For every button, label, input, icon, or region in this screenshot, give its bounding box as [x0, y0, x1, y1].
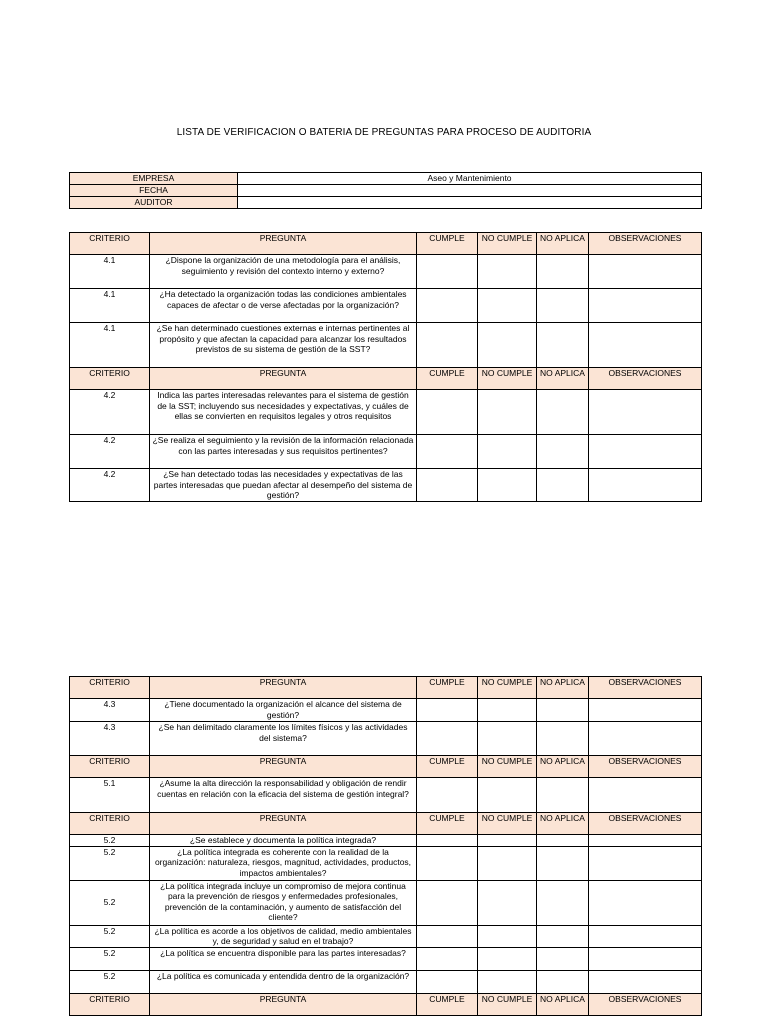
cumple-cell[interactable] — [417, 925, 478, 947]
observaciones-cell[interactable] — [589, 323, 702, 368]
no-aplica-cell[interactable] — [537, 722, 589, 756]
header-observaciones: OBSERVACIONES — [589, 677, 702, 699]
pregunta-cell: ¿Dispone la organización de una metodología para el análisis, seguimiento y revisión del contexto interno y externo? — [150, 255, 417, 289]
question-row — [70, 255, 702, 289]
criterio-cell: 5.2 — [70, 970, 150, 993]
no-aplica-cell[interactable] — [537, 289, 589, 323]
header-no-cumple: NO CUMPLE — [478, 677, 537, 699]
criterio-cell: 5.1 — [70, 778, 150, 813]
no-cumple-cell[interactable] — [478, 255, 537, 289]
criterio-cell: 5.2 — [70, 835, 150, 847]
no-aplica-cell[interactable] — [537, 846, 589, 880]
header-cumple: CUMPLE — [417, 233, 478, 255]
no-cumple-cell[interactable] — [478, 699, 537, 722]
no-cumple-cell[interactable] — [478, 323, 537, 368]
header-criterio: CRITERIO — [70, 813, 150, 835]
observaciones-cell[interactable] — [589, 880, 702, 925]
fecha-label: FECHA — [70, 185, 238, 197]
header-pregunta: PREGUNTA — [150, 756, 417, 778]
header-row — [70, 368, 702, 390]
cumple-cell[interactable] — [417, 778, 478, 813]
header-no-aplica: NO APLICA — [537, 233, 589, 255]
no-cumple-cell[interactable] — [478, 778, 537, 813]
pregunta-cell: ¿Se establece y documenta la política integrada? — [150, 835, 417, 847]
cumple-cell[interactable] — [417, 390, 478, 435]
header-row — [70, 233, 702, 255]
header-no-cumple: NO CUMPLE — [478, 233, 537, 255]
criterio-cell: 4.3 — [70, 699, 150, 722]
header-no-cumple: NO CUMPLE — [478, 756, 537, 778]
observaciones-cell[interactable] — [589, 699, 702, 722]
question-row — [70, 846, 702, 880]
criterio-cell: 4.1 — [70, 289, 150, 323]
pregunta-cell: Indica las partes interesadas relevantes para el sistema de gestión de la SST; incluyendo sus necesidades y expectativas, y cuáles de ellas se convierten en requisitos legales y otros requisitos — [150, 390, 417, 435]
fecha-value[interactable] — [238, 185, 702, 197]
header-row — [70, 813, 702, 835]
cumple-cell[interactable] — [417, 970, 478, 993]
no-cumple-cell[interactable] — [478, 289, 537, 323]
pregunta-cell: ¿Se realiza el seguimiento y la revisión de la información relacionada con las partes interesadas y sus requisitos pertinentes? — [150, 435, 417, 469]
header-no-cumple: NO CUMPLE — [478, 813, 537, 835]
question-row — [70, 699, 702, 722]
header-cumple: CUMPLE — [417, 813, 478, 835]
observaciones-cell[interactable] — [589, 947, 702, 970]
question-row — [70, 778, 702, 813]
pregunta-cell: ¿La política integrada es coherente con la realidad de la organización: naturaleza, riesgos, magnitud, actividades, productos, impactos ambientales? — [150, 846, 417, 880]
pregunta-cell: ¿Se han detectado todas las necesidades y expectativas de las partes interesadas que puedan afectar al desempeño del sistema de gestión? — [150, 469, 417, 502]
no-cumple-cell[interactable] — [478, 835, 537, 847]
no-cumple-cell[interactable] — [478, 846, 537, 880]
question-row — [70, 925, 702, 947]
header-no-aplica: NO APLICA — [537, 368, 589, 390]
criterio-cell: 4.1 — [70, 323, 150, 368]
no-cumple-cell[interactable] — [478, 880, 537, 925]
header-cumple: CUMPLE — [417, 677, 478, 699]
question-row — [70, 722, 702, 756]
pregunta-cell: ¿La política es acorde a los objetivos de calidad, medio ambientales y, de seguridad y salud en el trabajo? — [150, 925, 417, 947]
pregunta-cell: ¿Se han delimitado claramente los límites físicos y las actividades del sistema? — [150, 722, 417, 756]
no-aplica-cell[interactable] — [537, 390, 589, 435]
no-aplica-cell[interactable] — [537, 970, 589, 993]
header-pregunta: PREGUNTA — [150, 368, 417, 390]
criterio-cell: 5.2 — [70, 846, 150, 880]
no-aplica-cell[interactable] — [537, 925, 589, 947]
no-aplica-cell[interactable] — [537, 947, 589, 970]
header-row — [70, 993, 702, 1015]
empresa-label: EMPRESA — [70, 173, 238, 185]
header-no-aplica: NO APLICA — [537, 756, 589, 778]
pregunta-cell: ¿La política se encuentra disponible para las partes interesadas? — [150, 947, 417, 970]
auditor-label: AUDITOR — [70, 197, 238, 209]
pregunta-cell: ¿Se han determinado cuestiones externas e internas pertinentes al propósito y que afectan la capacidad para alcanzar los resultados previstos de su sistema de gestión de la SST? — [150, 323, 417, 368]
no-aplica-cell[interactable] — [537, 435, 589, 469]
no-cumple-cell[interactable] — [478, 925, 537, 947]
no-aplica-cell[interactable] — [537, 255, 589, 289]
header-pregunta: PREGUNTA — [150, 233, 417, 255]
cumple-cell[interactable] — [417, 947, 478, 970]
auditor-row — [70, 197, 702, 209]
observaciones-cell[interactable] — [589, 970, 702, 993]
no-aplica-cell[interactable] — [537, 778, 589, 813]
observaciones-cell[interactable] — [589, 722, 702, 756]
header-observaciones: OBSERVACIONES — [589, 233, 702, 255]
header-row — [70, 677, 702, 699]
header-no-cumple: NO CUMPLE — [478, 993, 537, 1015]
question-row — [70, 835, 702, 847]
criterio-cell: 4.1 — [70, 255, 150, 289]
criterio-cell: 5.2 — [70, 925, 150, 947]
observaciones-cell[interactable] — [589, 469, 702, 502]
header-row — [70, 756, 702, 778]
cumple-cell[interactable] — [417, 323, 478, 368]
document-title: LISTA DE VERIFICACION O BATERIA DE PREGUNTAS PARA PROCESO DE AUDITORIA — [176, 127, 592, 138]
question-row — [70, 947, 702, 970]
header-no-aplica: NO APLICA — [537, 813, 589, 835]
fecha-row — [70, 185, 702, 197]
header-criterio: CRITERIO — [70, 677, 150, 699]
cumple-cell[interactable] — [417, 255, 478, 289]
observaciones-cell[interactable] — [589, 289, 702, 323]
header-no-aplica: NO APLICA — [537, 993, 589, 1015]
no-aplica-cell[interactable] — [537, 880, 589, 925]
header-observaciones: OBSERVACIONES — [589, 813, 702, 835]
question-row — [70, 390, 702, 435]
cumple-cell[interactable] — [417, 880, 478, 925]
cumple-cell[interactable] — [417, 435, 478, 469]
question-row — [70, 469, 702, 502]
observaciones-cell[interactable] — [589, 846, 702, 880]
pregunta-cell: ¿Tiene documentado la organización el alcance del sistema de gestión? — [150, 699, 417, 722]
no-aplica-cell[interactable] — [537, 469, 589, 502]
criterio-cell: 5.2 — [70, 880, 150, 925]
question-row — [70, 880, 702, 925]
no-cumple-cell[interactable] — [478, 390, 537, 435]
header-pregunta: PREGUNTA — [150, 813, 417, 835]
checklist-table-1 — [69, 232, 702, 502]
question-row — [70, 289, 702, 323]
cumple-cell[interactable] — [417, 722, 478, 756]
no-cumple-cell[interactable] — [478, 435, 537, 469]
header-criterio: CRITERIO — [70, 368, 150, 390]
auditor-value[interactable] — [238, 197, 702, 209]
question-row — [70, 435, 702, 469]
no-aplica-cell[interactable] — [537, 323, 589, 368]
no-aplica-cell[interactable] — [537, 699, 589, 722]
header-no-aplica: NO APLICA — [537, 677, 589, 699]
no-cumple-cell[interactable] — [478, 970, 537, 993]
pregunta-cell: ¿Asume la alta dirección la responsabilidad y obligación de rendir cuentas en relación con la eficacia del sistema de gestión integral? — [150, 778, 417, 813]
header-no-cumple: NO CUMPLE — [478, 368, 537, 390]
header-criterio: CRITERIO — [70, 233, 150, 255]
question-row — [70, 323, 702, 368]
no-cumple-cell[interactable] — [478, 722, 537, 756]
header-pregunta: PREGUNTA — [150, 677, 417, 699]
header-pregunta: PREGUNTA — [150, 993, 417, 1015]
header-observaciones: OBSERVACIONES — [589, 993, 702, 1015]
cumple-cell[interactable] — [417, 699, 478, 722]
checklist-table-2 — [69, 676, 702, 1016]
header-observaciones: OBSERVACIONES — [589, 368, 702, 390]
no-cumple-cell[interactable] — [478, 469, 537, 502]
question-row — [70, 970, 702, 993]
observaciones-cell[interactable] — [589, 925, 702, 947]
observaciones-cell[interactable] — [589, 835, 702, 847]
cumple-cell[interactable] — [417, 469, 478, 502]
observaciones-cell[interactable] — [589, 255, 702, 289]
cumple-cell[interactable] — [417, 289, 478, 323]
header-cumple: CUMPLE — [417, 993, 478, 1015]
pregunta-cell: ¿La política integrada incluye un compromiso de mejora continua para la prevención de riesgos y enfermedades profesionales, prevención de la contaminación, y aumento de satisfacción del cliente? — [150, 880, 417, 925]
criterio-cell: 4.2 — [70, 390, 150, 435]
criterio-cell: 4.3 — [70, 722, 150, 756]
pregunta-cell: ¿La política es comunicada y entendida dentro de la organización? — [150, 970, 417, 993]
criterio-cell: 5.2 — [70, 947, 150, 970]
header-observaciones: OBSERVACIONES — [589, 756, 702, 778]
observaciones-cell[interactable] — [589, 435, 702, 469]
cumple-cell[interactable] — [417, 835, 478, 847]
cumple-cell[interactable] — [417, 846, 478, 880]
header-cumple: CUMPLE — [417, 368, 478, 390]
no-aplica-cell[interactable] — [537, 835, 589, 847]
empresa-row — [70, 173, 702, 185]
criterio-cell: 4.2 — [70, 435, 150, 469]
criterio-cell: 4.2 — [70, 469, 150, 502]
header-criterio: CRITERIO — [70, 993, 150, 1015]
header-criterio: CRITERIO — [70, 756, 150, 778]
empresa-value[interactable]: Aseo y Mantenimiento — [238, 173, 702, 185]
audit-info-table — [69, 172, 702, 209]
observaciones-cell[interactable] — [589, 390, 702, 435]
pregunta-cell: ¿Ha detectado la organización todas las condiciones ambientales capaces de afectar o de verse afectadas por la organización? — [150, 289, 417, 323]
observaciones-cell[interactable] — [589, 778, 702, 813]
no-cumple-cell[interactable] — [478, 947, 537, 970]
header-cumple: CUMPLE — [417, 756, 478, 778]
